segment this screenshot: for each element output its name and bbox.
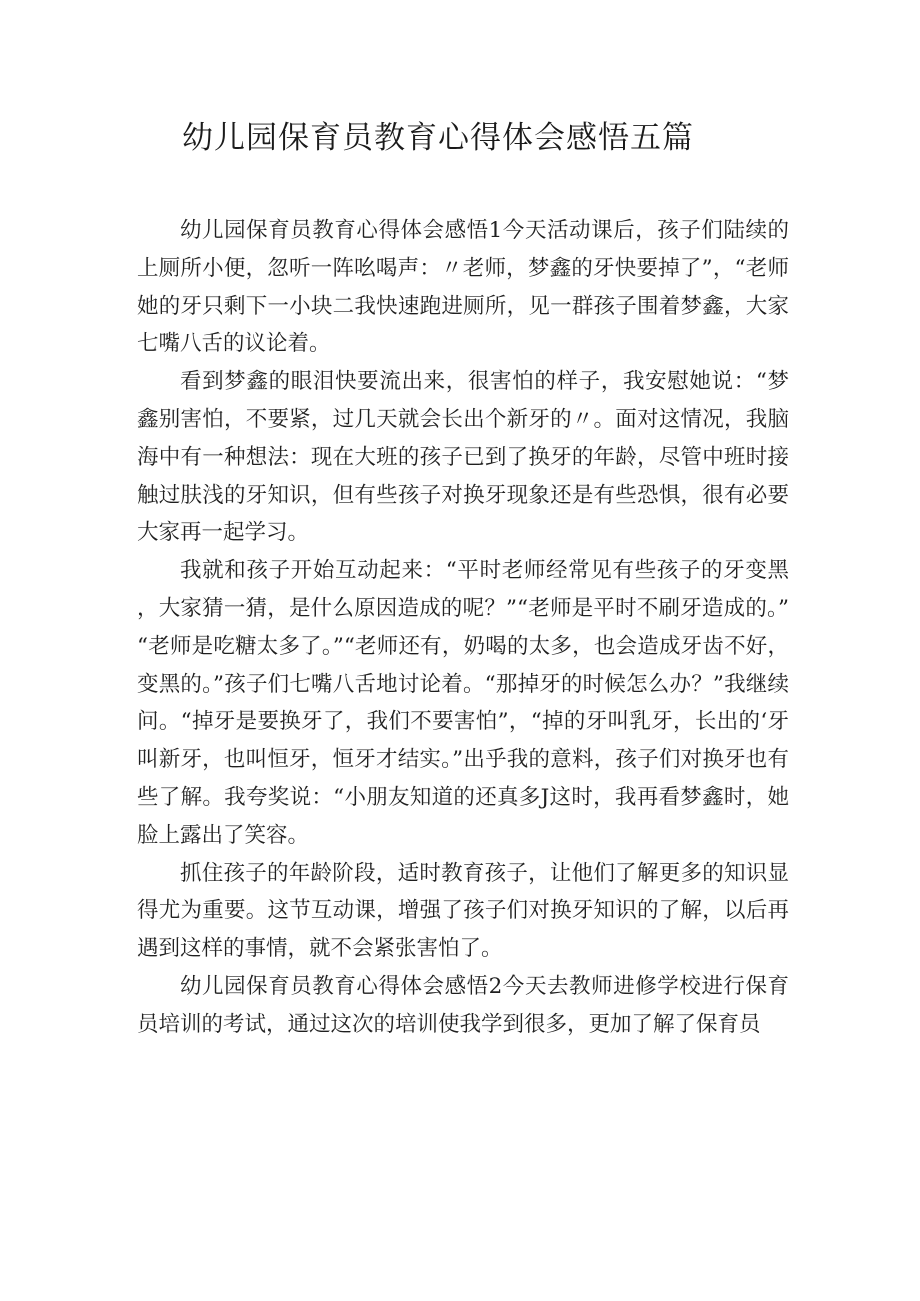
- document-body: [137, 212, 789, 1044]
- paragraph-2: 看到梦鑫的眼泪快要流出来，很害怕的样子，我安慰她说：“梦鑫别害怕，不要紧，过几天就会长出个新牙的〃。面对这情况，我脑海中有一种想法：现在大班的孩子已到了换牙的年龄，尽管中班时接触过肤浅的牙知识，但有些孩子对换牙现象还是有些恐惧，很有必要大家再一起学习。: [137, 369, 789, 546]
- paragraph-3: 我就和孩子开始互动起来：“平时老师经常见有些孩子的牙变黑，大家猜一猜，是什么原因造成的呢？”“老师是平时不刷牙造成的。”“老师是吃糖太多了。”“老师还有，奶喝的太多，也会造成牙齿不好，变黑的。”孩子们七嘴八舌地讨论着。“那掉牙的时候怎么办？”我继续问。“掉牙是要换牙了，我们不要害怕”，“掉的牙叫乳牙，长出的‘牙叫新牙，也叫恒牙，恒牙才结实。”出乎我的意料，孩子们对换牙也有些了解。我夸奖说：“小朋友知道的还真多J这时，我再看梦鑫时，她脸上露出了笑容。: [137, 558, 789, 848]
- paragraph-5: 幼儿园保育员教育心得体会感悟2今天去教师进修学校进行保育员培训的考试，通过这次的培训使我学到很多，更加了解了保育员: [137, 973, 789, 1037]
- document-title: 幼儿园保育员教育心得体会感悟五篇: [182, 120, 694, 156]
- paragraph-1: 幼儿园保育员教育心得体会感悟1今天活动课后，孩子们陆续的上厕所小便，忽听一阵吆喝声：〃老师，梦鑫的牙快要掉了”，“老师她的牙只剩下一小块二我快速跑进厕所，见一群孩子围着梦鑫，大家七嘴八舌的议论着。: [137, 218, 789, 357]
- paragraph-4: 抓住孩子的年龄阶段，适时教育孩子，让他们了解更多的知识显得尤为重要。这节互动课，增强了孩子们对换牙知识的了解，以后再遇到这样的事情，就不会紧张害怕了。: [137, 860, 789, 962]
